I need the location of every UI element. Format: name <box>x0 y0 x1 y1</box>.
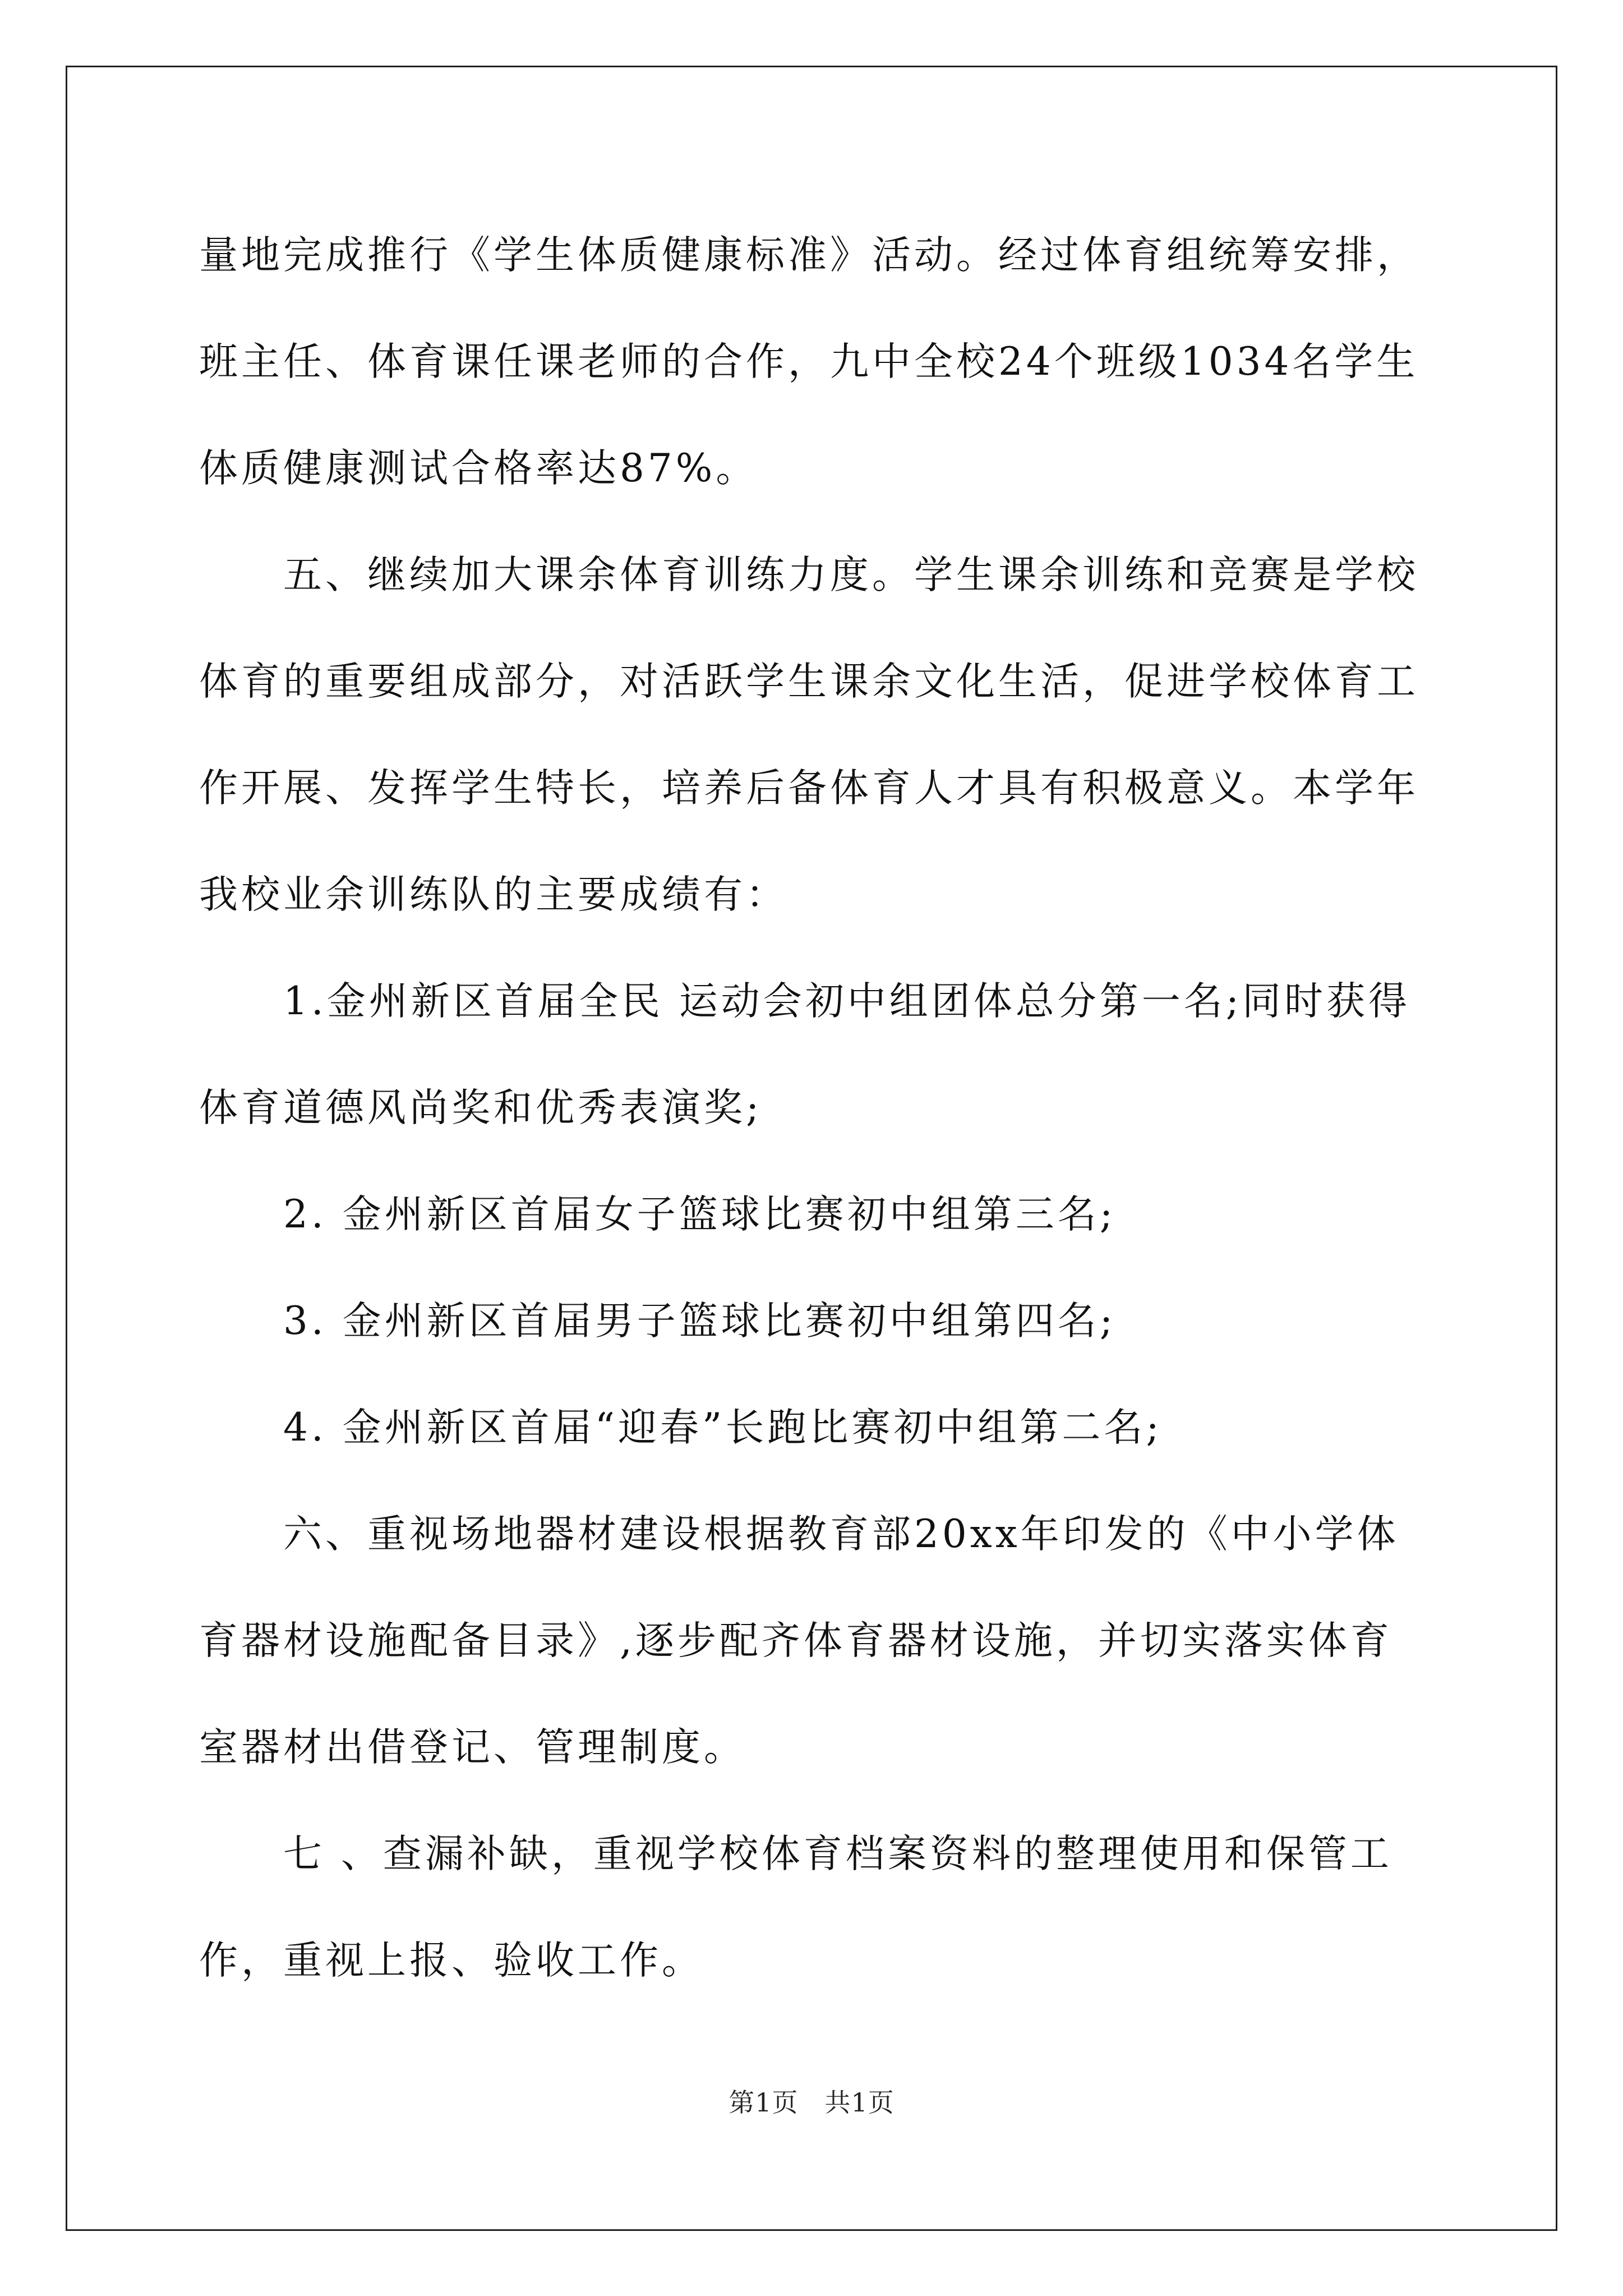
paragraph-7: 六、重视场地器材建设根据教育部20xx年印发的《中小学体育器材设施配备目录》,逐步配齐体育器材设施，并切实落实体育室器材出借登记、管理制度。 <box>199 1512 1399 1770</box>
paragraph-1: 量地完成推行《学生体质健康标准》活动。经过体育组统筹安排，班主任、体育课任课老师的合作，九中全校24个班级1034名学生体质健康测试合格率达87%。 <box>199 233 1419 491</box>
document-body <box>199 202 1433 2014</box>
paragraph-5: 3. 金州新区首届男子篮球比赛初中组第四名; <box>283 1299 1117 1343</box>
paragraph-3: 1.金州新区首届全民 运动会初中组团体总分第一名;同时获得体育道德风尚奖和优秀表演奖; <box>199 979 1411 1130</box>
paragraph-2: 五、继续加大课余体育训练力度。学生课余训练和竞赛是学校体育的重要组成部分，对活跃学生课余文化生活，促进学校体育工作开展、发挥学生特长，培养后备体育人才具有积极意义。本学年我校业余训练队的主要成绩有： <box>199 553 1419 917</box>
paragraph-8: 七 、查漏补缺，重视学校体育档案资料的整理使用和保管工作，重视上报、验收工作。 <box>199 1832 1393 1983</box>
page-number-footer: 第1页 共1页 <box>728 2087 895 2118</box>
paragraph-6: 4. 金州新区首届“迎春”长跑比赛初中组第二名; <box>283 1405 1163 1450</box>
paragraph-4: 2. 金州新区首届女子篮球比赛初中组第三名; <box>283 1192 1117 1237</box>
